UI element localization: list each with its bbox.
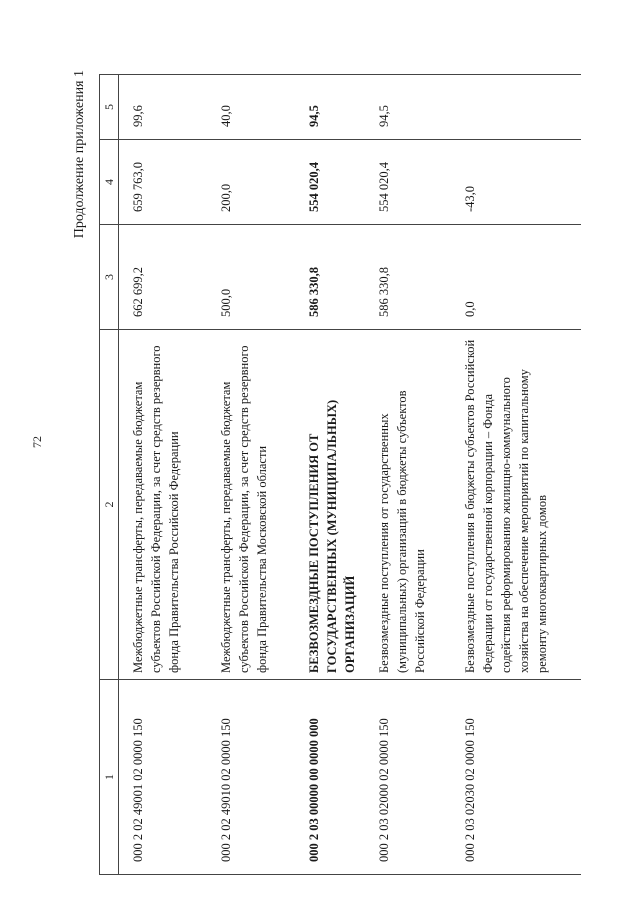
row-actual: 200,0 [207, 140, 295, 225]
table-row [365, 75, 451, 875]
table-row [207, 75, 295, 875]
col-header-3: 3 [100, 225, 119, 330]
document-sheet [70, 60, 620, 875]
budget-table [99, 74, 581, 875]
table-row [295, 75, 365, 875]
header-row [100, 75, 119, 875]
col-header-1: 1 [100, 680, 119, 875]
row-percent: 40,0 [207, 75, 295, 140]
row-percent: 99,6 [119, 75, 207, 140]
row-actual: 554 020,4 [295, 140, 365, 225]
row-actual: 659 763,0 [119, 140, 207, 225]
row-name: Безвозмездные поступления в бюджеты субъектов Российской Федерации от государственной корпорации – Фонда содействия реформированию жилищно-коммунального хозяйства на обеспечение мероприятий по капитальному ремонту многоквартирных домов [451, 330, 581, 680]
row-name: Межбюджетные трансферты, передаваемые бюджетам субъектов Российской Федерации, за счет средств резервного фонда Правительства Московской области [207, 330, 295, 680]
row-code: 000 2 03 00000 00 0000 000 [295, 680, 365, 875]
row-code: 000 2 02 49001 02 0000 150 [119, 680, 207, 875]
appendix-caption: Продолжение приложения 1 [72, 70, 87, 239]
col-header-4: 4 [100, 140, 119, 225]
table-row [119, 75, 207, 875]
table-row [451, 75, 581, 875]
col-header-2: 2 [100, 330, 119, 680]
row-planned: 586 330,8 [365, 225, 451, 330]
row-name: Безвозмездные поступления от государственных (муниципальных) организаций в бюджеты субъектов Российской Федерации [365, 330, 451, 680]
row-code: 000 2 03 02000 02 0000 150 [365, 680, 451, 875]
row-name: БЕЗВОЗМЕЗДНЫЕ ПОСТУПЛЕНИЯ ОТ ГОСУДАРСТВЕННЫХ (МУНИЦИПАЛЬНЫХ) ОРГАНИЗАЦИЙ [295, 330, 365, 680]
row-percent [451, 75, 581, 140]
row-actual: -43,0 [451, 140, 581, 225]
col-header-5: 5 [100, 75, 119, 140]
row-code: 000 2 03 02030 02 0000 150 [451, 680, 581, 875]
page-number: 72 [30, 436, 44, 448]
row-actual: 554 020,4 [365, 140, 451, 225]
row-planned: 500,0 [207, 225, 295, 330]
row-name: Межбюджетные трансферты, передаваемые бюджетам субъектов Российской Федерации, за счет средств резервного фонда Правительства Российской Федерации [119, 330, 207, 680]
row-planned: 586 330,8 [295, 225, 365, 330]
row-code: 000 2 02 49010 02 0000 150 [207, 680, 295, 875]
row-percent: 94,5 [295, 75, 365, 140]
row-percent: 94,5 [365, 75, 451, 140]
row-planned: 662 699,2 [119, 225, 207, 330]
row-planned: 0,0 [451, 225, 581, 330]
